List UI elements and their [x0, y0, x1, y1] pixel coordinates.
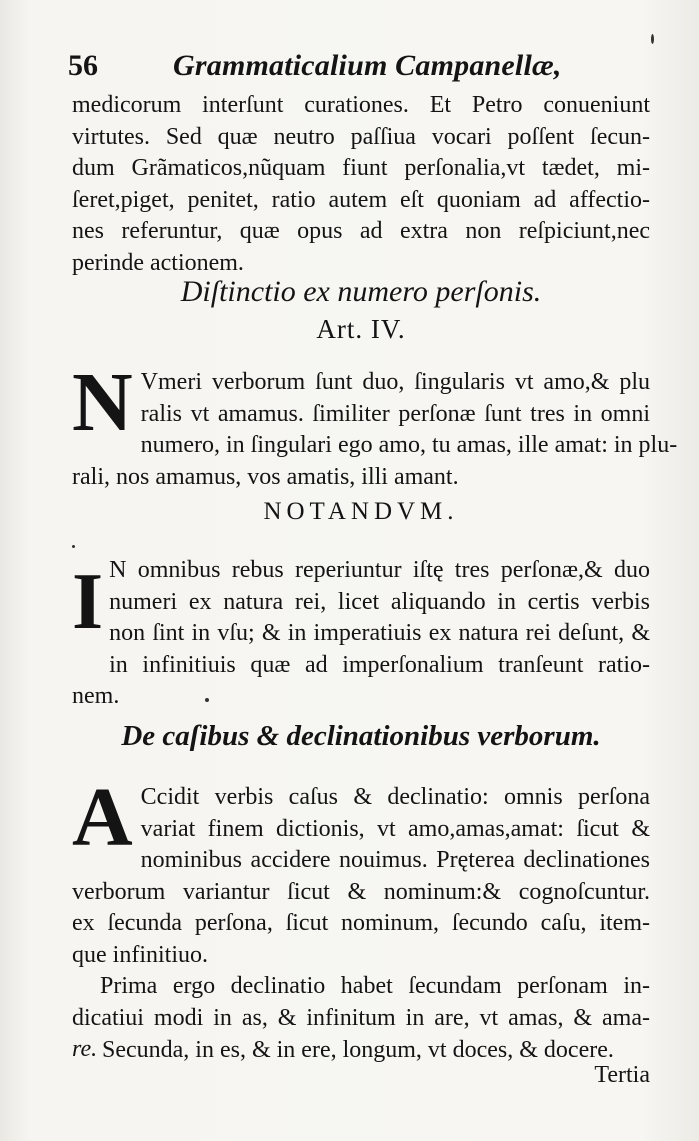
text-line: que infinitiuo. [72, 941, 208, 968]
text-line: N omnibus rebus reperiuntur iſtę tres perſonæ,& duo [109, 557, 650, 583]
text-line: variat finem dictionis, vt amo,amas,amat: ſicut & [140, 815, 650, 842]
notandum-heading: NOTANDVM. [263, 498, 459, 525]
ink-speck [205, 698, 209, 702]
running-title: Grammaticalium Campanellæ, [173, 49, 562, 82]
drop-cap: I [72, 558, 104, 646]
text-line: re. [72, 1036, 98, 1062]
text-line: Secunda, in es, & in ere, longum, vt doces, & docere. [102, 1037, 614, 1063]
text-line: nem. [72, 683, 120, 709]
section-heading: Diſtinctio ex numero perſonis. [180, 275, 542, 308]
section-heading: De caſibus & declinationibus verborum. [121, 720, 601, 752]
text-line: nes referuntur, quæ opus ad extra non reſpiciunt,nec [72, 218, 650, 244]
text-line: ex ſecunda perſona, ſicut nominum, ſecundo caſu, item- [72, 910, 650, 936]
text-line: medicorum interſunt curationes. Et Petro conueniunt [72, 92, 650, 118]
text-line: in infinitiuis quæ ad imperſonalium tranſeunt ratio- [109, 651, 650, 678]
text-line: ralis vt amamus. ſimiliter perſonæ ſunt tres in omni [140, 400, 650, 427]
article-heading: Art. IV. [316, 314, 406, 344]
drop-cap: A [72, 771, 133, 864]
paragraph-1 [72, 90, 650, 279]
text-line: perinde actionem. [72, 249, 244, 276]
text-line: nominibus accidere nouimus. Pręterea declinationes [140, 847, 650, 873]
text-line: ſeret,piget, penitet, ratio autem eſt quoniam ad affectio- [72, 186, 650, 213]
drop-cap: N [72, 356, 133, 449]
paragraph-4 [72, 771, 650, 971]
text-line: numero, in ſingulari ego amo, tu amas, ille amat: in plu- [140, 432, 678, 458]
paragraph-2 [72, 356, 678, 493]
page-number: 56 [68, 49, 98, 82]
text-line: Vmeri verborum ſunt duo, ſingularis vt amo,& plu [140, 369, 650, 395]
text-line: numeri ex natura rei, licet aliquando in certis verbis [109, 588, 650, 615]
catchword: Tertia [594, 1062, 650, 1088]
text-line: dum Grãmaticos,nũquam fiunt perſonalia,vt tædet, mi- [72, 155, 650, 181]
text-line: dicatiui modi in as, & infinitum in are, vt amas, & ama- [72, 1004, 650, 1031]
paragraph-3 [72, 555, 650, 713]
ink-speck [651, 34, 654, 44]
ink-speck [72, 545, 75, 548]
text-line: Ccidit verbis caſus & declinatio: omnis perſona [140, 784, 650, 810]
text-line: Prima ergo declinatio habet ſecundam perſonam in- [100, 973, 650, 999]
text-line: virtutes. Sed quæ neutro paſſiua vocari poſſent ſecun- [72, 123, 650, 150]
text-line: non ſint in vſu; & in imperatiuis ex natura rei deſunt, & [109, 620, 650, 646]
text-line: rali, nos amamus, vos amatis, illi amant. [72, 463, 459, 490]
text-line: verborum variantur ſicut & nominum:& cognoſcuntur. [72, 878, 650, 905]
page-header [68, 48, 653, 84]
